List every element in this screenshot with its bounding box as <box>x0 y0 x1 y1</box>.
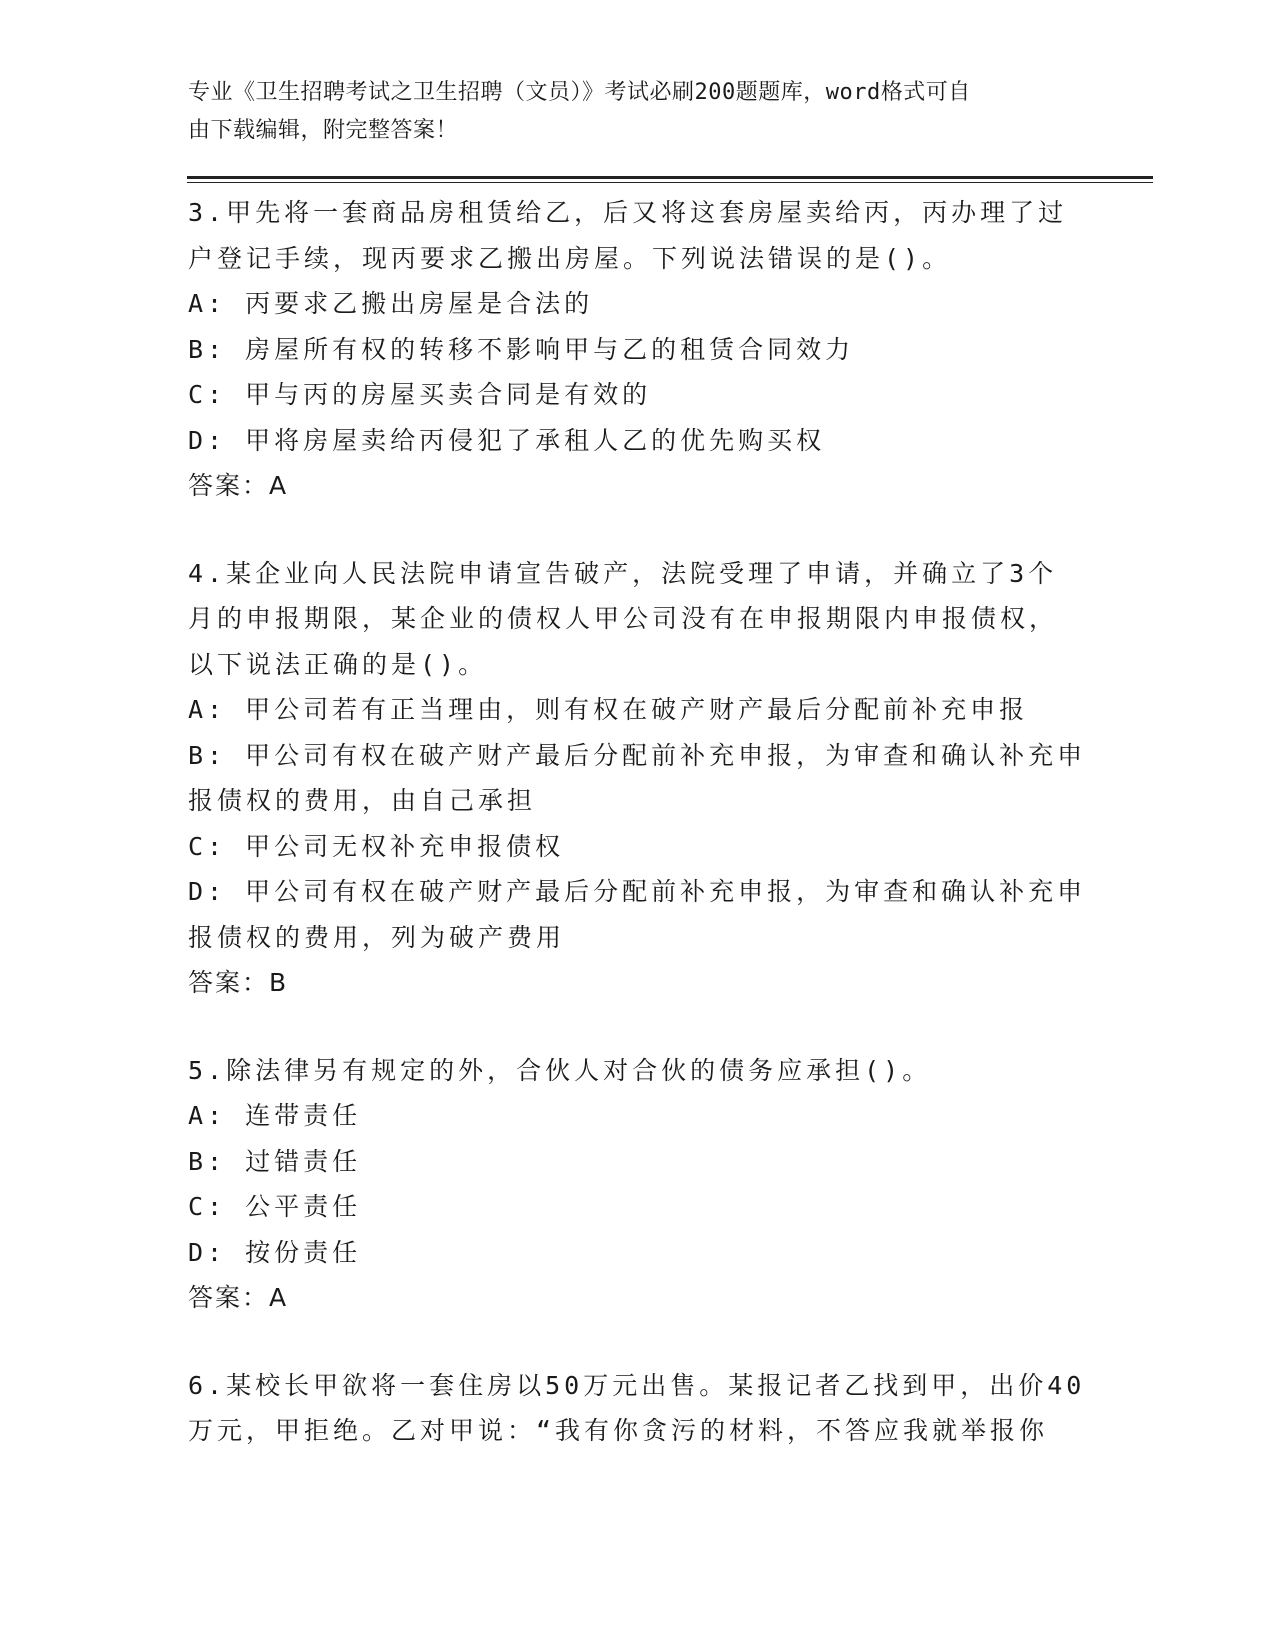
option-line: C: 甲公司无权补充申报债权 <box>188 831 565 861</box>
option-line: A: 甲公司若有正当理由，则有权在破产财产最后分配前补充申报 <box>188 695 1029 724</box>
option-line: D: 甲公司有权在破产财产最后分配前补充申报，为审查和确认补充申 <box>188 877 1087 906</box>
option-line: A: 连带责任 <box>188 1101 362 1130</box>
question-item <box>188 1048 1088 1321</box>
option-line: 报债权的费用，列为破产费用 <box>188 922 566 952</box>
question-stem-line: 5.除法律另有规定的外，合伙人对合伙的债务应承担()。 <box>188 1055 932 1085</box>
question-stem-line: 月的申报期限，某企业的债权人甲公司没有在申报期限内申报债权， <box>188 604 1059 633</box>
answer-line: 答案：A <box>188 471 289 500</box>
header-line: 由下载编辑，附完整答案！ <box>188 118 459 143</box>
header-line: 专业《卫生招聘考试之卫生招聘（文员）》考试必刷200题题库，word格式可自 <box>188 80 971 105</box>
question-list <box>188 190 1088 1496</box>
option-line: A: 丙要求乙搬出房屋是合法的 <box>188 289 594 318</box>
question-item <box>188 190 1088 509</box>
question-stem-line: 户登记手续，现丙要求乙搬出房屋。下列说法错误的是()。 <box>188 243 952 273</box>
question-item <box>188 551 1088 1006</box>
question-stem-line: 以下说法正确的是()。 <box>188 649 488 679</box>
option-line: D: 按份责任 <box>188 1237 362 1267</box>
option-line: B: 房屋所有权的转移不影响甲与乙的租赁合同效力 <box>188 334 855 364</box>
document-header <box>188 74 1068 150</box>
answer-line: 答案：B <box>188 968 289 997</box>
option-line: B: 甲公司有权在破产财产最后分配前补充申报，为审查和确认补充申 <box>188 740 1087 770</box>
question-item <box>188 1363 1088 1454</box>
header-divider <box>187 176 1153 179</box>
option-line: C: 公平责任 <box>188 1192 362 1221</box>
question-stem-line: 6.某校长甲欲将一套住房以50万元出售。某报记者乙找到甲，出价40 <box>188 1370 1086 1400</box>
header-divider-thin <box>187 182 1153 183</box>
option-line: 报债权的费用，由自己承担 <box>188 786 537 815</box>
option-line: B: 过错责任 <box>188 1146 362 1176</box>
question-stem-line: 万元，甲拒绝。乙对甲说：“我有你贪污的材料，不答应我就举报你 <box>188 1416 1049 1445</box>
answer-line: 答案：A <box>188 1283 289 1312</box>
option-line: D: 甲将房屋卖给丙侵犯了承租人乙的优先购买权 <box>188 425 826 455</box>
question-stem-line: 4.某企业向人民法院申请宣告破产，法院受理了申请，并确立了3个 <box>188 558 1058 588</box>
option-line: C: 甲与丙的房屋买卖合同是有效的 <box>188 380 652 409</box>
question-stem-line: 3.甲先将一套商品房租赁给乙，后又将这套房屋卖给丙，丙办理了过 <box>188 198 1068 227</box>
